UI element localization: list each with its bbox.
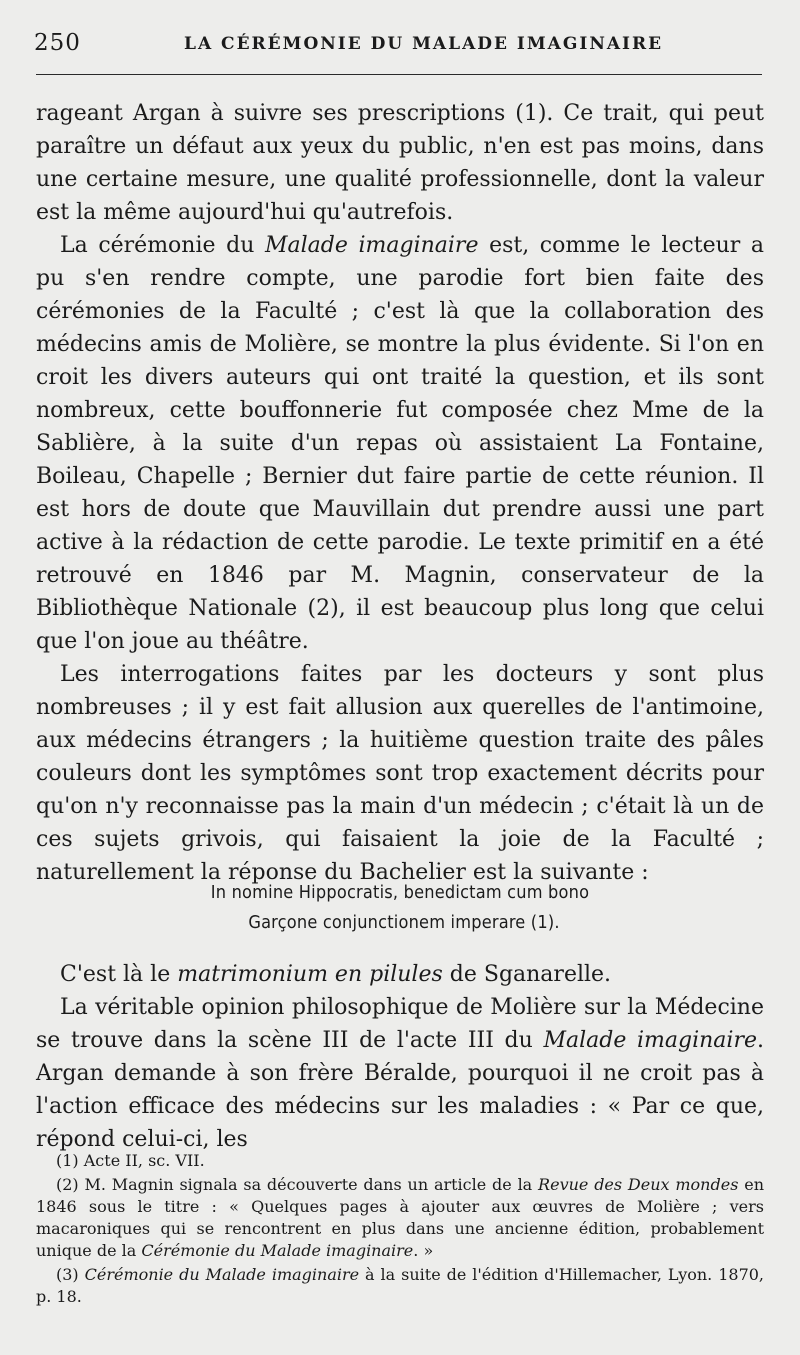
text-run: en 1846 sous le titre : « Quelques pages à ajouter aux œuvres de Molière ; vers macaroniques qui se rencontrent en plus dans une ancienne édition, probablement unique de la [36,1175,764,1260]
italic-text: Malade imaginaire [543,1028,757,1053]
paragraph [36,991,764,1156]
page-header [34,30,762,66]
text-run: (2) M. Magnin signala sa découverte dans un article de la [56,1175,539,1194]
footnote [36,1264,764,1308]
footnote [36,1174,764,1262]
page-number: 250 [34,30,81,56]
body-text [36,97,764,889]
text-run: . » [413,1241,434,1260]
text-run: C'est là le [60,962,178,987]
text-run: à la suite de l'édition d'Hillemacher, Lyon. 1870, p. 18. [36,1265,765,1306]
italic-text: Cérémonie du Malade imaginaire [84,1265,360,1284]
latin-quote [0,878,800,938]
text-run: (1) Acte II, sc. VII. [56,1151,205,1170]
header-rule [36,74,762,75]
body-text-continued [36,958,764,1156]
text-run: est, comme le lecteur a pu s'en rendre compte, une parodie fort bien faite des cérémonies de la Faculté ; c'est là que la collaboration des médecins amis de Molière, se montre la plus évidente. Si l'on en croit les divers auteurs qui ont traité la question, et ils sont nombreux, cette bouffonnerie fut composée chez Mme de la Sablière, à la suite d'un repas où assistaient La Fontaine, Boileau, Chapelle ; Bernier dut faire partie de cette réunion. Il est hors de doute que Mauvillain dut prendre aussi une part active à la rédaction de cette parodie. Le texte primitif en a été retrouvé en 1846 par M. Magnin, conservateur de la Bibliothèque Nationale (2), il est beaucoup plus long que celui que l'on joue au théâtre. [36,233,764,654]
text-run: (3) [56,1265,85,1284]
running-title: LA CÉRÉMONIE DU MALADE IMAGINAIRE [184,34,664,54]
footnote [36,1150,764,1172]
paragraph [36,658,764,889]
paragraph [36,97,764,229]
quote-line: Garçone conjunctionem imperare (1). [248,912,560,933]
paragraph [36,229,764,658]
paragraph [36,958,764,991]
text-run: . Argan demande à son frère Béralde, pourquoi il ne croit pas à l'action efficace des médecins sur les maladies : « Par ce que, répond celui-ci, les [36,1028,764,1152]
footnotes [36,1150,764,1310]
italic-text: Malade imaginaire [264,233,479,258]
text-run: La véritable opinion philosophique de Molière sur la Médecine se trouve dans la scène III de l'acte III du [36,995,764,1053]
text-run: de Sganarelle. [442,962,612,987]
quote-line: In nomine Hippocratis, benedictam cum bono [210,882,590,903]
italic-text: matrimonium en pilules [177,962,443,987]
text-run: La cérémonie du [60,233,265,258]
text-run: rageant Argan à suivre ses prescriptions (1). Ce trait, qui peut paraître un défaut aux yeux du public, n'en est pas moins, dans une certaine mesure, une qualité professionnelle, dont la valeur est la même aujourd'hui qu'autrefois. [36,101,764,225]
italic-text: Revue des Deux mondes [538,1175,739,1194]
text-run: Les interrogations faites par les docteurs y sont plus nombreuses ; il y est fait allusion aux querelles de l'antimoine, aux médecins étrangers ; la huitième question traite des pâles couleurs dont les symptômes sont trop exactement décrits pour qu'on n'y reconnaisse pas la main d'un médecin ; c'était là un de ces sujets grivois, qui faisaient la joie de la Faculté ; naturellement la réponse du Bachelier est la suivante : [36,662,764,885]
italic-text: Cérémonie du Malade imaginaire [141,1241,414,1260]
